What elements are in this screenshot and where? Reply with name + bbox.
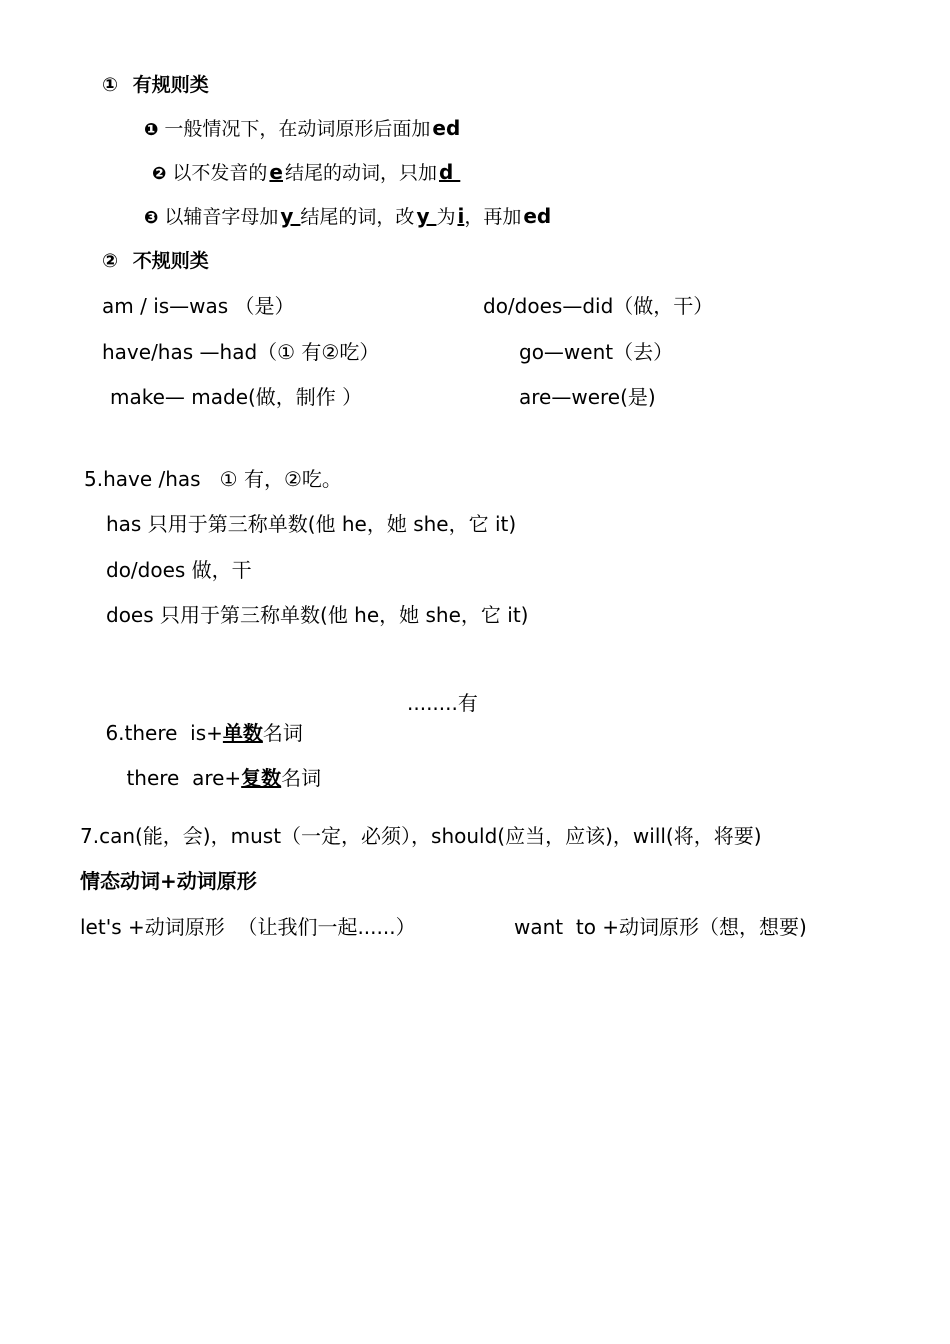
item6-text: 名词 <box>262 721 303 745</box>
verb-pair-left: have/has —had（① 有②吃） <box>102 340 380 364</box>
rule-line-3 <box>144 201 551 231</box>
rule-letter: i <box>457 204 465 228</box>
item6-meaning: ........有 <box>407 691 478 715</box>
verb-pair-right: are—were(是) <box>519 385 656 409</box>
rule-suffix: d <box>439 160 461 184</box>
item7-line1: 7.can(能，会)，must（一定，必须），should(应当，应该)，will(将，将要) <box>80 824 762 848</box>
verb-pair-right: go—went（去） <box>519 340 674 364</box>
verb-pair-left: am / is—was （是） <box>102 294 295 318</box>
section-heading-irregular <box>102 246 209 276</box>
item7-line2: 情态动词+动词原形 <box>80 869 257 893</box>
item6-text: 6.there is+ <box>105 721 223 745</box>
section-heading-regular <box>102 70 209 100</box>
section-title: 有规则类 <box>132 74 209 96</box>
section-number: ① <box>102 74 119 96</box>
item6-text: 名词 <box>281 766 322 790</box>
rule-text: ，再加 <box>464 206 522 228</box>
item7-line3-left: let's +动词原形 （让我们一起......） <box>80 915 416 939</box>
item6-emphasis: 单数 <box>222 721 263 745</box>
verb-pair-left: make— made(做，制作 ） <box>110 385 363 409</box>
rule-text: 结尾的动词，只加 <box>285 162 438 184</box>
section-title: 不规则类 <box>132 250 209 272</box>
rule-suffix: ed <box>523 204 552 228</box>
item5-line: do/does 做，干 <box>106 558 252 582</box>
rule-marker: ❷ <box>152 164 167 184</box>
item6-emphasis: 复数 <box>241 766 282 790</box>
section-number: ② <box>102 250 119 272</box>
item5-line: does 只用于第三称单数(他 he，她 she，它 it) <box>106 603 529 627</box>
rule-letter: y <box>280 204 301 228</box>
item5-title: 5.have /has ① 有，②吃。 <box>84 467 342 491</box>
rule-letter: y <box>416 204 437 228</box>
item7-line3-right: want to +动词原形（想，想要) <box>514 915 807 939</box>
item6-line1 <box>80 688 303 745</box>
rule-line-1 <box>144 113 460 143</box>
verb-pair-right: do/does—did（做，干） <box>483 294 714 318</box>
rule-marker: ❶ <box>144 120 159 140</box>
rule-text: 结尾的词，改 <box>300 206 415 228</box>
item6-text: there are+ <box>126 766 242 790</box>
rule-line-2 <box>152 157 460 187</box>
rule-marker: ❸ <box>144 208 159 228</box>
rule-letter: e <box>269 160 283 184</box>
rule-text: 为 <box>436 206 456 228</box>
rule-text: 一般情况下，在动词原形后面加 <box>164 118 431 140</box>
rule-text: 以不发音的 <box>172 162 268 184</box>
item5-line: has 只用于第三称单数(他 he，她 she，它 it) <box>106 512 517 536</box>
rule-suffix: ed <box>432 116 461 140</box>
rule-text: 以辅音字母加 <box>164 206 279 228</box>
item6-line2 <box>101 733 322 790</box>
